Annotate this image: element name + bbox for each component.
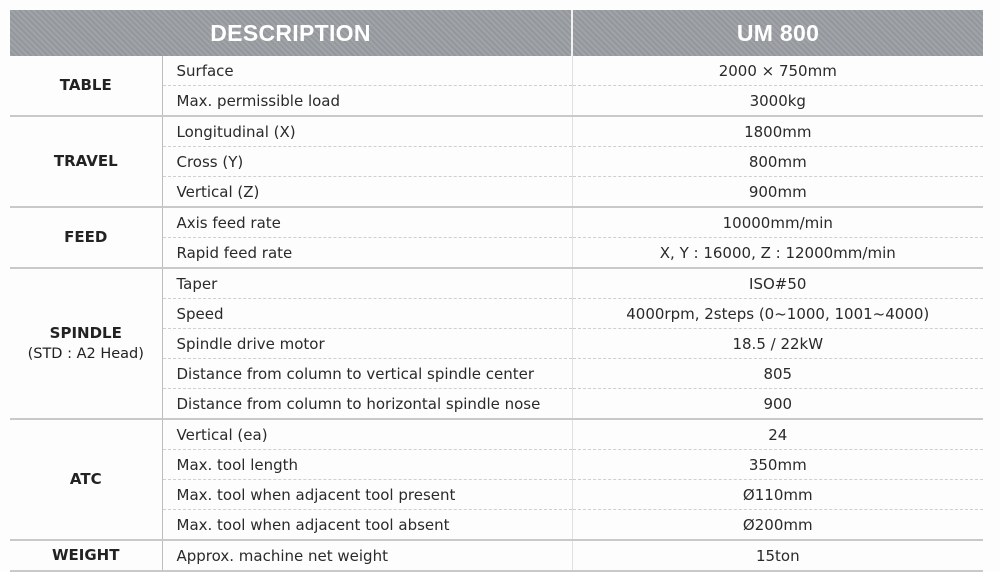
group-label: ATC bbox=[10, 419, 162, 540]
spec-item: Max. tool when adjacent tool present bbox=[162, 480, 572, 510]
spec-value: 900mm bbox=[572, 177, 983, 208]
spec-item: Max. permissible load bbox=[162, 86, 572, 117]
spec-item: Rapid feed rate bbox=[162, 238, 572, 269]
group-label: FEED bbox=[10, 207, 162, 268]
table-row bbox=[10, 268, 983, 299]
header-model: UM 800 bbox=[572, 10, 983, 56]
spec-item: Max. tool when adjacent tool absent bbox=[162, 510, 572, 541]
spec-item: Spindle drive motor bbox=[162, 329, 572, 359]
spec-item: Surface bbox=[162, 56, 572, 86]
group-label: SPINDLE bbox=[49, 323, 122, 342]
spec-table bbox=[10, 10, 983, 572]
spec-value: X, Y : 16000, Z : 12000mm/min bbox=[572, 238, 983, 269]
table-row bbox=[10, 419, 983, 450]
spec-item: Max. tool length bbox=[162, 450, 572, 480]
spec-item: Axis feed rate bbox=[162, 207, 572, 238]
spec-value: 24 bbox=[572, 419, 983, 450]
spec-item: Taper bbox=[162, 268, 572, 299]
table-row bbox=[10, 207, 983, 238]
spec-item: Longitudinal (X) bbox=[162, 116, 572, 147]
table-row bbox=[10, 116, 983, 147]
spec-value: Ø200mm bbox=[572, 510, 983, 541]
table-row bbox=[10, 56, 983, 86]
spec-value: 18.5 / 22kW bbox=[572, 329, 983, 359]
header-description: DESCRIPTION bbox=[10, 10, 572, 56]
header-row bbox=[10, 10, 983, 56]
spec-item: Cross (Y) bbox=[162, 147, 572, 177]
group-label: TABLE bbox=[10, 56, 162, 116]
group-subtitle: (STD : A2 Head) bbox=[27, 345, 144, 362]
spec-item: Vertical (Z) bbox=[162, 177, 572, 208]
spec-value: 2000 × 750mm bbox=[572, 56, 983, 86]
spec-item: Distance from column to vertical spindle center bbox=[162, 359, 572, 389]
spec-item: Distance from column to horizontal spindle nose bbox=[162, 389, 572, 420]
spec-item: Approx. machine net weight bbox=[162, 540, 572, 571]
group-label: WEIGHT bbox=[10, 540, 162, 571]
group-label-spindle bbox=[10, 268, 162, 419]
spec-value: 900 bbox=[572, 389, 983, 420]
spec-value: 4000rpm, 2steps (0~1000, 1001~4000) bbox=[572, 299, 983, 329]
spec-item: Vertical (ea) bbox=[162, 419, 572, 450]
spec-value: ISO#50 bbox=[572, 268, 983, 299]
group-label: TRAVEL bbox=[10, 116, 162, 207]
spec-value: 10000mm/min bbox=[572, 207, 983, 238]
spec-value: 805 bbox=[572, 359, 983, 389]
spec-value: 3000kg bbox=[572, 86, 983, 117]
spec-value: 800mm bbox=[572, 147, 983, 177]
spec-value: 15ton bbox=[572, 540, 983, 571]
spec-value: Ø110mm bbox=[572, 480, 983, 510]
spec-value: 1800mm bbox=[572, 116, 983, 147]
spec-value: 350mm bbox=[572, 450, 983, 480]
spec-item: Speed bbox=[162, 299, 572, 329]
